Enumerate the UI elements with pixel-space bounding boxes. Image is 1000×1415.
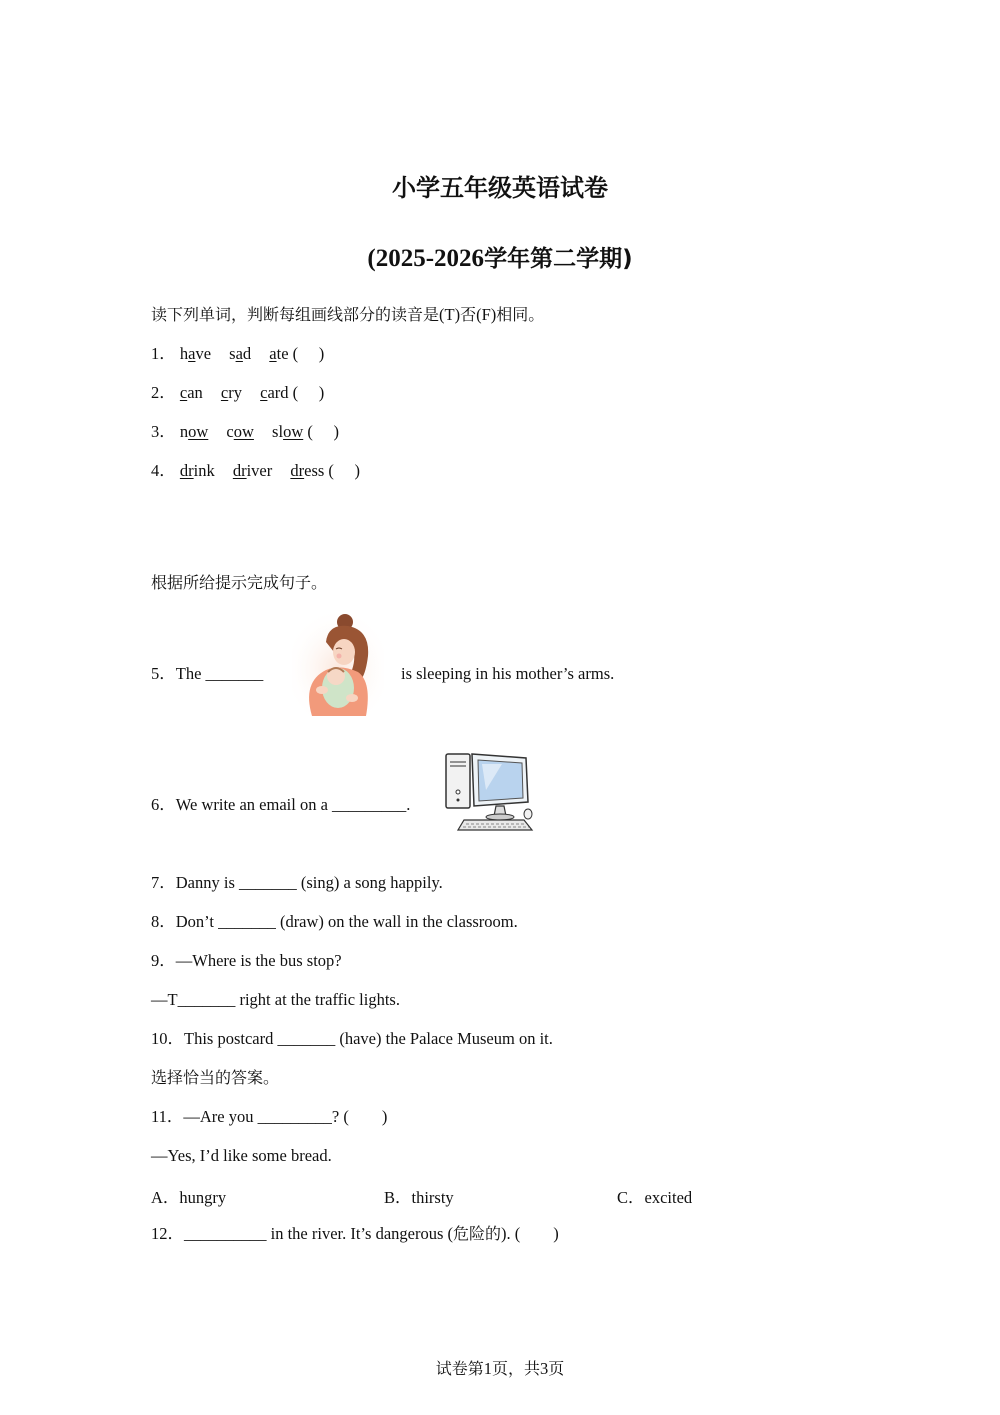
exam-title: 小学五年级英语试卷	[392, 174, 608, 202]
question-3: 3． now cow slow ( )	[151, 422, 339, 441]
question-11-reply: —Yes, I’d like some bread.	[151, 1146, 332, 1165]
subtitle-term: 学年第二学期)	[484, 246, 633, 272]
question-12: 12．__________ in the river. It’s dangerous (危险的). ( )	[151, 1224, 559, 1243]
question-1: 1． have sad ate ( )	[151, 344, 325, 363]
word: sad	[229, 344, 252, 363]
question-5-after: is sleeping in his mother’s arms.	[401, 664, 615, 683]
answer-blank[interactable]: ( )	[292, 383, 325, 402]
question-11: 11．—Are you _________? ( )	[151, 1107, 388, 1126]
word: cry	[220, 383, 242, 402]
question-9: 9．—Where is the bus stop?	[151, 951, 342, 970]
exam-subtitle	[0, 240, 1000, 273]
word: now	[179, 422, 209, 441]
word: drink	[179, 461, 215, 480]
question-6: 6．We write an email on a _________.	[151, 795, 411, 814]
word: driver	[232, 461, 273, 480]
word: slow	[272, 422, 304, 441]
question-2: 2． can cry card ( )	[151, 383, 325, 402]
option-a[interactable]: A．hungry	[151, 1188, 227, 1207]
section2-instruction: 根据所给提示完成句子。	[151, 573, 328, 592]
question-10: 10．This postcard _______ (have) the Palace Museum on it.	[151, 1029, 553, 1048]
word: card	[260, 383, 289, 402]
answer-blank[interactable]: ( )	[328, 461, 361, 480]
word: can	[179, 383, 203, 402]
answer-blank[interactable]: ( )	[292, 344, 325, 363]
word: ate	[269, 344, 289, 363]
word: have	[179, 344, 212, 363]
mother-holding-baby-icon	[292, 612, 384, 716]
question-8: 8．Don’t _______ (draw) on the wall in the classroom.	[151, 912, 518, 931]
section1-instruction: 读下列单词，判断每组画线部分的读音是(T)否(F)相同。	[151, 305, 545, 324]
subtitle-year: (2025-2026	[367, 245, 485, 272]
section3-instruction: 选择恰当的答案。	[151, 1068, 280, 1087]
word: cow	[226, 422, 254, 441]
question-4: 4． drink driver dress ( )	[151, 461, 361, 480]
word: dress	[290, 461, 325, 480]
question-5-before: 5．The _______	[151, 664, 264, 683]
question-9-answer: —T_______ right at the traffic lights.	[151, 990, 400, 1009]
option-b[interactable]: B．thirsty	[384, 1188, 454, 1207]
answer-blank[interactable]: ( )	[307, 422, 339, 441]
question-7: 7．Danny is _______ (sing) a song happily.	[151, 873, 443, 892]
desktop-computer-icon	[442, 750, 536, 834]
page-footer: 试卷第1页，共3页	[435, 1359, 565, 1378]
option-c[interactable]: C．excited	[617, 1188, 693, 1207]
